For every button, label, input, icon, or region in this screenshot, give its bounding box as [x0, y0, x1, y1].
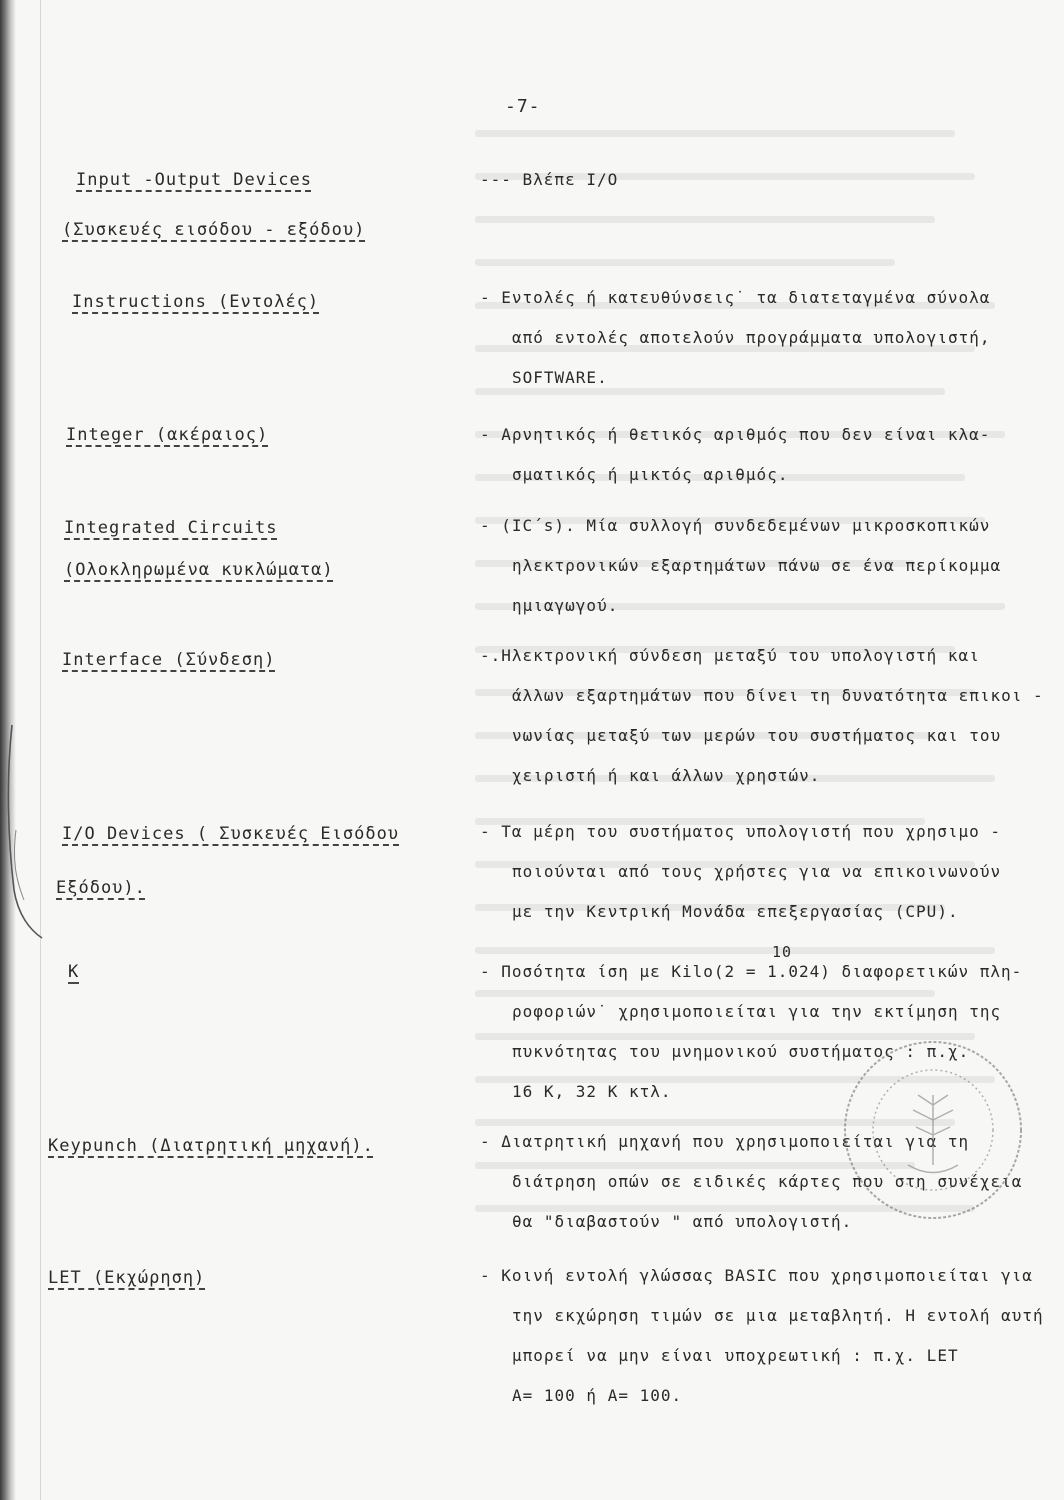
- term-line: (Συσκευές εισόδου - εξόδου): [62, 220, 366, 240]
- term-instructions: [72, 282, 452, 322]
- definition-integrated-circuits: [480, 506, 1050, 626]
- term-line: I/O Devices ( Συσκευές Εισόδου: [62, 824, 400, 844]
- margin-pencil-mark: [2, 720, 52, 940]
- definition-line: νωνίας μεταξύ των μερών του συστήματος και του: [512, 726, 1002, 745]
- definition-input-output-devices: [480, 160, 1050, 200]
- definition-line: - Διατρητική μηχανή που χρησιμοποιείται για τη: [480, 1132, 970, 1151]
- term-k: [68, 952, 448, 992]
- definition-line: σματικός ή μικτός αριθμός.: [512, 465, 789, 484]
- term-keypunch: [48, 1126, 428, 1166]
- definition-line: άλλων εξαρτημάτων που δίνει τη δυνατότητα επικοι -: [512, 686, 1044, 705]
- definition-io-devices: [480, 812, 1050, 932]
- definition-line: -.Ηλεκτρονική σύνδεση μεταξύ του υπολογιστή και: [480, 646, 980, 665]
- term-line: LET (Εκχώρηση): [48, 1268, 206, 1288]
- definition-integer: [480, 415, 1050, 495]
- definition-line: 16 Κ, 32 Κ κτλ.: [512, 1082, 672, 1101]
- page-number: -7-: [505, 96, 541, 117]
- term-input-output-devices: [62, 160, 442, 250]
- definition-line: μπορεί να μην είναι υποχρεωτική : π.χ. LET: [512, 1346, 959, 1365]
- term-interface: [62, 640, 442, 680]
- definition-line: SOFTWARE.: [512, 368, 608, 387]
- term-line: Interface (Σύνδεση): [62, 650, 276, 670]
- exponent-superscript: 10: [772, 943, 793, 961]
- definition-line: - Ποσότητα ίση με Kilo(2 = 1.024) διαφορετικών πλη-: [480, 962, 1023, 981]
- definition-line: θα "διαβαστούν " από υπολογιστή.: [512, 1212, 853, 1231]
- definition-line: - Κοινή εντολή γλώσσας BASIC που χρησιμοποιείται για: [480, 1266, 1033, 1285]
- definition-line: - (IC΄s). Μία συλλογή συνδεδεμένων μικροσκοπικών: [480, 516, 991, 535]
- term-io-devices: [56, 814, 442, 908]
- term-integrated-circuits: [64, 508, 444, 590]
- definition-line: - Εντολές ή κατευθύνσεις˙ τα διατεταγμένα σύνολα: [480, 288, 991, 307]
- term-line: Integrated Circuits: [64, 518, 278, 538]
- term-line: Instructions (Εντολές): [72, 292, 320, 312]
- definition-instructions: [480, 278, 1050, 398]
- definition-line: με την Κεντρική Μονάδα επεξεργασίας (CPU).: [512, 902, 959, 921]
- definition-line: ηλεκτρονικών εξαρτημάτων πάνω σε ένα περίκομμα: [512, 556, 1002, 575]
- definition-line: ημιαγωγού.: [512, 596, 619, 615]
- term-line: Εξόδου).: [56, 878, 146, 898]
- term-line: Integer (ακέραιος): [66, 425, 269, 445]
- term-line: Keypunch (Διατρητική μηχανή).: [48, 1136, 374, 1156]
- definition-line: πυκνότητας του μνημονικού συστήματος : π.χ.: [512, 1042, 970, 1061]
- definition-line: ροφοριών˙ χρησιμοποιείται για την εκτίμηση της: [512, 1002, 1002, 1021]
- definition-line: την εκχώρηση τιμών σε μια μεταβλητή. Η εντολή αυτή: [512, 1306, 1044, 1325]
- term-let: [48, 1258, 428, 1298]
- definition-line: χειριστή ή και άλλων χρηστών.: [512, 766, 821, 785]
- definition-line: διάτρηση οπών σε ειδικές κάρτες που στη συνέχεια: [512, 1172, 1023, 1191]
- definition-line: - Αρνητικός ή θετικός αριθμός που δεν είναι κλα-: [480, 425, 991, 444]
- term-integer: [66, 415, 446, 455]
- definition-line: - Τα μέρη του συστήματος υπολογιστή που χρησιμο -: [480, 822, 1002, 841]
- official-seal-stamp: [838, 1035, 1028, 1225]
- term-line: K: [68, 962, 80, 982]
- term-line: Input -Output Devices: [76, 170, 312, 190]
- definition-line: από εντολές αποτελούν προγράμματα υπολογιστή,: [512, 328, 991, 347]
- definition-line: A= 100 ή A= 100.: [512, 1386, 683, 1405]
- term-line: (Ολοκληρωμένα κυκλώματα): [64, 560, 334, 580]
- definition-line: --- Βλέπε I/O: [480, 170, 619, 189]
- definition-let: [480, 1256, 1050, 1416]
- definition-interface: [480, 636, 1050, 796]
- definition-line: ποιούνται από τους χρήστες για να επικοινωνούν: [512, 862, 1002, 881]
